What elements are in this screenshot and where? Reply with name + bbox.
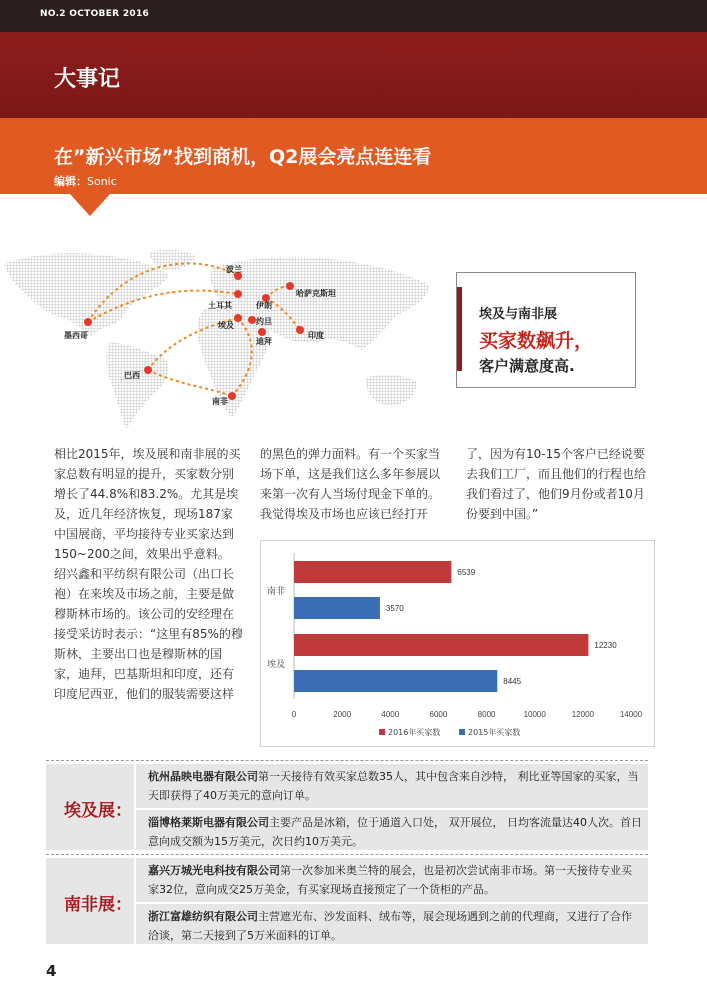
x-tick-label: 8000 (477, 710, 496, 719)
event-item (134, 764, 648, 808)
map-label-brazil: 巴西 (124, 371, 140, 380)
map-label-mexico: 墨西哥 (64, 331, 88, 340)
category-label: 南非 (267, 587, 286, 597)
event-text: 主要产品是冰箱，位于通道入口处， 双开展位， 日均客流量达40人次。首日意向成交额为15万美元，次日约10万美元。 (148, 816, 642, 848)
region-label-south-africa: 南非展： (64, 895, 132, 915)
top-bar (0, 0, 707, 32)
map-label-turkey: 土耳其 (208, 301, 232, 310)
event-item (134, 858, 648, 902)
map-label-iran: 伊朗 (256, 301, 272, 310)
issue-label: NO.2 OCTOBER 2016 (40, 9, 150, 19)
map-label-jordan: 约旦 (256, 317, 272, 326)
x-tick-label: 0 (291, 710, 297, 719)
bar (294, 670, 497, 692)
map-label-india: 印度 (308, 331, 324, 340)
world-map (0, 246, 440, 432)
events-table (46, 760, 648, 946)
bar (294, 634, 588, 656)
body-column-2 (260, 444, 450, 524)
event-item (134, 810, 648, 850)
headline-arrow (70, 194, 110, 216)
data-label: 12230 (594, 641, 617, 650)
event-text: 第一次参加米奥兰特的展会，也是初次尝试南非市场。第一天接待专业买家32位，意向成交25万美金，有买家现场直接预定了一个货柜的产品。 (148, 864, 632, 896)
map-australia (366, 375, 416, 406)
map-label-south-africa: 南非 (212, 397, 228, 406)
body-column-1 (54, 444, 244, 704)
x-tick-label: 10000 (523, 710, 546, 719)
editor-name: Sonic (87, 175, 117, 188)
body-paragraph-2: 绍兴鑫和平纺织有限公司（出口长袍）在来埃及市场之前，主要是做穆斯林市场的。该公司的安经理在接受采访时表示：“这里有85%的穆斯林，主要出口也是穆斯林的国家，迪拜，巴基斯坦和印度，还有印度尼西亚，他们的服装需要这样 (54, 567, 243, 701)
x-tick-label: 4000 (381, 710, 400, 719)
editor-credit (54, 173, 117, 189)
body-paragraph-1: 相比2015年，埃及展和南非展的买家总数有明显的提升，买家数分别增长了44.8%和83.2%。尤其是埃及，近几年经济恢复，现场187家中国展商，平均接待专业买家达到150~200之间，效果出乎意料。 (54, 447, 241, 561)
data-label: 6539 (457, 568, 476, 577)
bar (294, 597, 380, 619)
legend-swatch (379, 729, 385, 735)
chart-container (260, 540, 655, 747)
callout-line-2: 买家数飙升， (479, 330, 594, 352)
map-label-dubai: 迪拜 (256, 337, 272, 346)
editor-label: 编辑： (54, 175, 87, 188)
divider-middle (46, 854, 648, 855)
category-label: 埃及 (267, 660, 286, 670)
body-paragraph-4: 了，因为有10-15个客户已经说要去我们工厂，而且他们的行程也给我们看过了，他们9月份或者10月份要到中国。” (466, 447, 647, 521)
event-company: 嘉兴万城光电科技有限公司 (148, 864, 280, 877)
event-item (134, 904, 648, 944)
map-greenland (150, 250, 196, 270)
article-headline: 在”新兴市场”找到商机，Q2展会亮点连连看 (54, 146, 432, 168)
event-text: 主营遮光布、沙发面料、绒布等，展会现场遇到之前的代理商，又进行了合作洽谈，第二天接到了5万米面料的订单。 (148, 910, 632, 942)
page-number: 4 (46, 962, 57, 980)
data-label: 3570 (385, 604, 404, 613)
map-label-poland: 波兰 (226, 265, 242, 274)
event-company: 杭州晶映电器有限公司 (148, 770, 258, 783)
event-company: 淄博格莱斯电器有限公司 (148, 816, 269, 829)
callout-line-3: 客户满意度高. (479, 357, 575, 375)
x-tick-label: 2000 (333, 710, 352, 719)
legend-swatch (459, 729, 465, 735)
x-tick-label: 14000 (619, 710, 643, 719)
region-label-egypt: 埃及展： (64, 801, 132, 821)
data-label: 8445 (503, 677, 522, 686)
x-tick-label: 12000 (571, 710, 594, 719)
callout-line-1: 埃及与南非展 (479, 307, 558, 322)
legend-label: 2015年买家数 (468, 728, 521, 737)
event-text: 第一天接待有效买家总数35人，其中包含来自沙特， 利比亚等国家的买家，当天即获得了40万美元的意向订单。 (148, 770, 639, 802)
callout-box (456, 272, 636, 388)
legend-label: 2016年买家数 (388, 728, 441, 737)
body-column-3 (466, 444, 656, 524)
map-south-america (106, 342, 168, 430)
callout-accent-bar (457, 287, 462, 371)
map-label-kazakhstan: 哈萨克斯坦 (296, 289, 336, 298)
x-tick-label: 6000 (429, 710, 448, 719)
region-south-africa (46, 858, 134, 944)
section-title: 大事记 (54, 67, 121, 92)
body-paragraph-3: 的黑色的弹力面料。有一个买家当场下单，这是我们这么多年参展以来第一次有人当场付现金下单的。我觉得埃及市场也应该已经打开 (260, 447, 441, 521)
region-egypt (46, 764, 134, 850)
map-label-egypt: 埃及 (218, 321, 234, 330)
event-company: 浙江富雄纺织有限公司 (148, 910, 258, 923)
buyer-bar-chart (261, 541, 654, 746)
bar (294, 561, 451, 583)
divider-top (46, 760, 648, 761)
